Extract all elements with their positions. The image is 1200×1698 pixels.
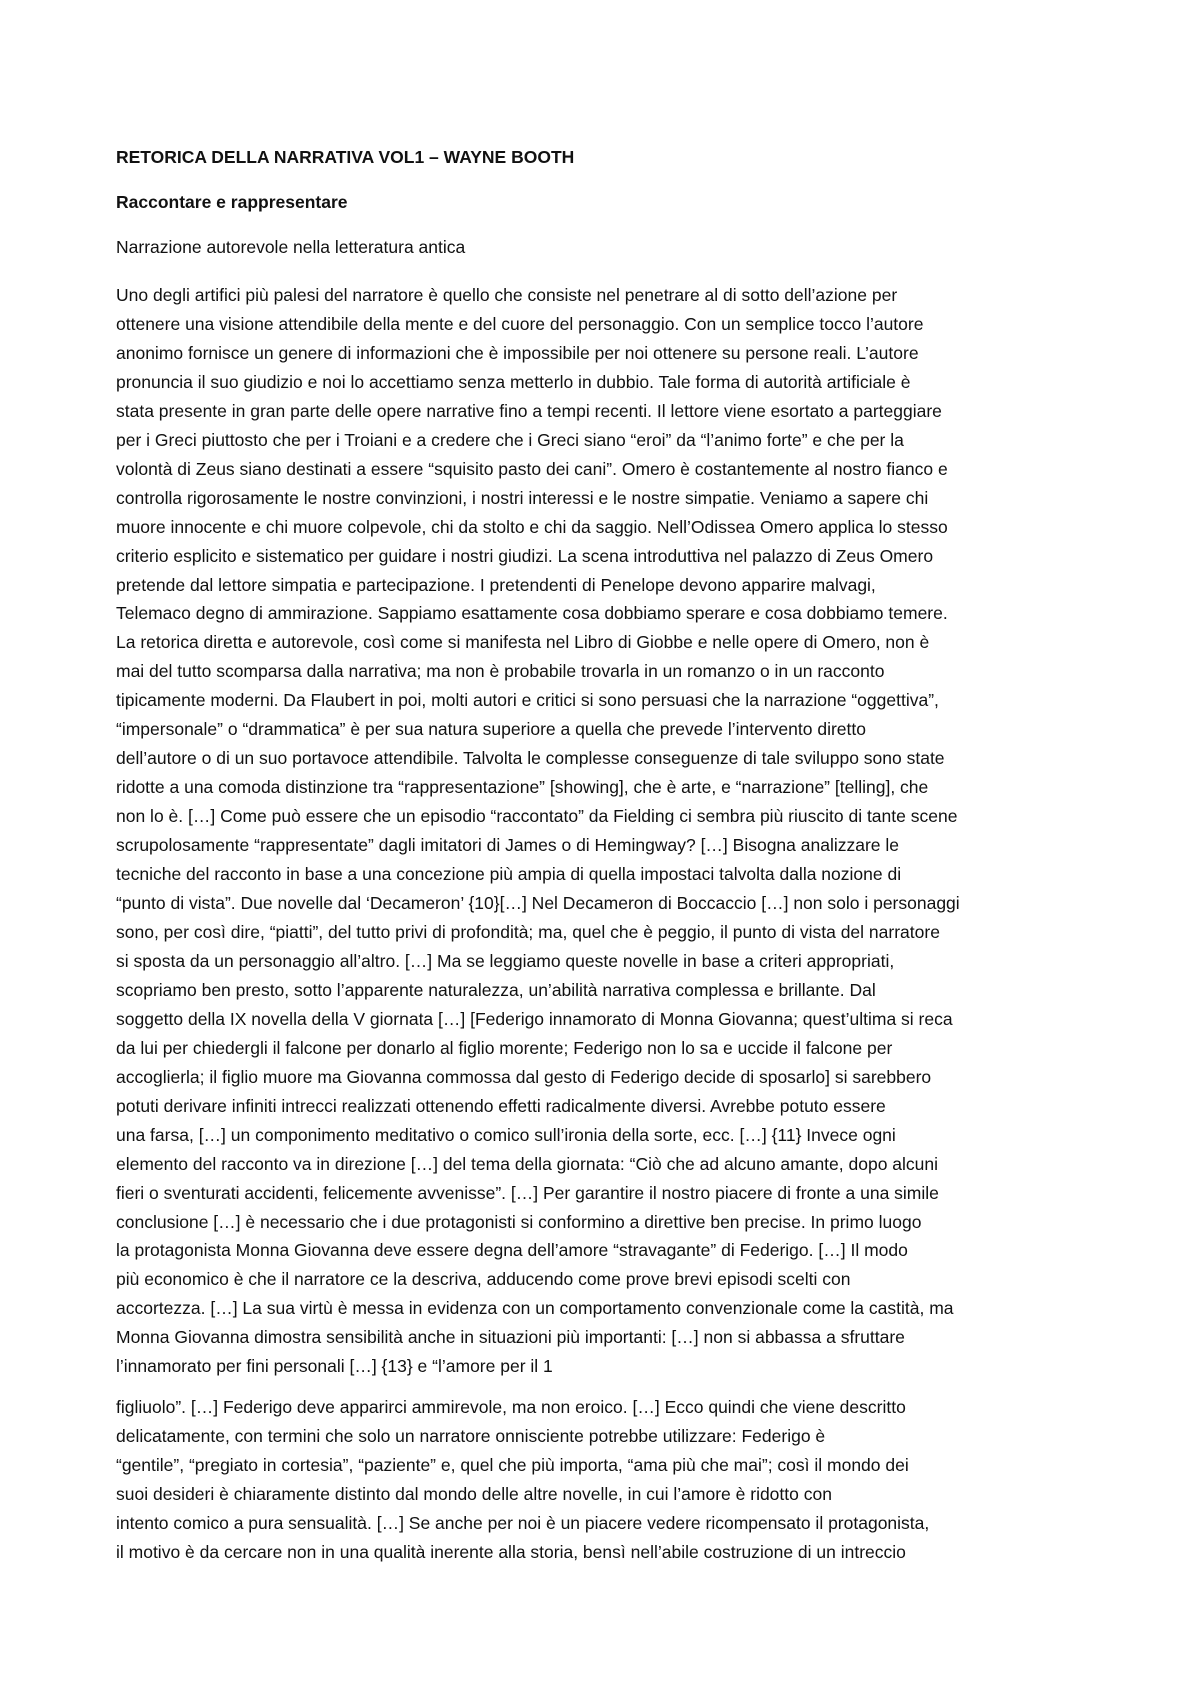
section-heading: Narrazione autorevole nella letteratura antica [116, 237, 466, 257]
document-subtitle: Raccontare e rappresentare [116, 192, 348, 212]
text-line: suoi desideri è chiaramente distinto dal mondo delle altre novelle, in cui l’amore è ridotto con [116, 1484, 832, 1505]
text-line: si sposta da un personaggio all’altro. […] Ma se leggiamo queste novelle in base a criteri appropriati, [116, 950, 895, 971]
text-line: Monna Giovanna dimostra sensibilità anche in situazioni più importanti: […] non si abbassa a sfruttare [116, 1327, 905, 1348]
text-line: il motivo è da cercare non in una qualità inerente alla storia, bensì nell’abile costruzione di un intreccio [116, 1541, 906, 1562]
text-line: non lo è. […] Come può essere che un episodio “raccontato” da Fielding ci sembra più riuscito di tante scene [116, 806, 958, 827]
text-line: conclusione […] è necessario che i due protagonisti si conformino a direttive ben precise. In primo luogo [116, 1211, 922, 1232]
text-line: dell’autore o di un suo portavoce attendibile. Talvolta le complesse conseguenze di tale sviluppo sono state [116, 748, 945, 769]
text-line: La retorica diretta e autorevole, così come si manifesta nel Libro di Giobbe e nelle opere di Omero, non è [116, 632, 930, 653]
text-line: intento comico a pura sensualità. […] Se anche per noi è un piacere vedere ricompensato il protagonista, [116, 1513, 930, 1534]
text-line: mai del tutto scomparsa dalla narrativa; ma non è probabile trovarla in un romanzo o in un racconto [116, 661, 885, 682]
text-line: ridotte a una comoda distinzione tra “rappresentazione” [showing], che è arte, e “narrazione” [telling], che [116, 777, 929, 798]
text-line: muore innocente e chi muore colpevole, chi da stolto e chi da saggio. Nell’Odissea Omero applica lo stesso [116, 516, 948, 537]
text-line: pretende dal lettore simpatia e partecipazione. I pretendenti di Penelope devono apparire malvagi, [116, 574, 876, 595]
text-line: sono, per così dire, “piatti”, del tutto privi di profondità; ma, quel che è peggio, il punto di vista del narratore [116, 921, 940, 942]
text-line: volontà di Zeus siano destinati a essere “squisito pasto dei cani”. Omero è costantemente al nostro fianco e [116, 458, 948, 479]
text-line: tipicamente moderni. Da Flaubert in poi, molti autori e critici si sono persuasi che la narrazione “oggettiva”, [116, 690, 939, 711]
text-line: controlla rigorosamente le nostre convinzioni, i nostri interessi e le nostre simpatie. Veniamo a sapere chi [116, 487, 929, 508]
paragraph-1 [116, 281, 1056, 1381]
text-line: criterio esplicito e sistematico per guidare i nostri giudizi. La scena introduttiva nel palazzo di Zeus Omero [116, 545, 934, 566]
text-line: fieri o sventurati accidenti, felicemente avvenisse”. […] Per garantire il nostro piacere di fronte a una simile [116, 1182, 939, 1203]
text-line: “impersonale” o “drammatica” è per sua natura superiore a quella che prevede l’intervento diretto [116, 719, 866, 740]
text-line: “gentile”, “pregiato in cortesia”, “paziente” e, quel che più importa, “ama più che mai”; così il mondo dei [116, 1455, 909, 1476]
document-title: RETORICA DELLA NARRATIVA VOL1 – WAYNE BOOTH [116, 147, 575, 167]
text-line: Uno degli artifici più palesi del narratore è quello che consiste nel penetrare al di sotto dell’azione per [116, 285, 898, 305]
text-line: l’innamorato per fini personali […] {13} e “l’amore per il 1 [116, 1356, 553, 1377]
text-line: potuti derivare infiniti intrecci realizzati ottenendo effetti radicalmente diversi. Avrebbe potuto essere [116, 1095, 886, 1116]
text-line: delicatamente, con termini che solo un narratore onnisciente potrebbe utilizzare: Federigo è [116, 1426, 826, 1447]
text-line: la protagonista Monna Giovanna deve essere degna dell’amore “stravagante” di Federigo. […] Il modo [116, 1240, 908, 1261]
text-line: figliuolo”. […] Federigo deve apparirci ammirevole, ma non eroico. […] Ecco quindi che viene descritto [116, 1397, 906, 1418]
document-page [116, 146, 1056, 1567]
text-line: più economico è che il narratore ce la descriva, adducendo come prove brevi episodi scelti con [116, 1269, 851, 1290]
paragraph-2 [116, 1393, 1056, 1567]
text-line: “punto di vista”. Due novelle dal ‘Decameron’ {10}[…] Nel Decameron di Boccaccio […] non solo i personaggi [116, 893, 960, 914]
text-line: pronuncia il suo giudizio e noi lo accettiamo senza metterlo in dubbio. Tale forma di autorità artificiale è [116, 371, 911, 392]
text-line: accoglierla; il figlio muore ma Giovanna commossa dal gesto di Federigo decide di sposarlo] si sarebbero [116, 1066, 932, 1087]
text-line: soggetto della IX novella della V giornata […] [Federigo innamorato di Monna Giovanna; quest’ultima si reca [116, 1008, 953, 1029]
text-line: accortezza. […] La sua virtù è messa in evidenza con un comportamento convenzionale come la castità, ma [116, 1298, 954, 1319]
text-line: ottenere una visione attendibile della mente e del cuore del personaggio. Con un semplice tocco l’autore [116, 313, 924, 334]
text-line: anonimo fornisce un genere di informazioni che è impossibile per noi ottenere su persone reali. L’autore [116, 342, 919, 363]
text-line: elemento del racconto va in direzione […] del tema della giornata: “Ciò che ad alcuno amante, dopo alcuni [116, 1153, 939, 1174]
text-line: stata presente in gran parte delle opere narrative fino a tempi recenti. Il lettore viene esortato a parteggiare [116, 400, 942, 421]
text-line: scopriamo ben presto, sotto l’apparente naturalezza, un’abilità narrativa complessa e brillante. Dal [116, 979, 876, 1000]
text-line: Telemaco degno di ammirazione. Sappiamo esattamente cosa dobbiamo sperare e cosa dobbiamo temere. [116, 603, 948, 624]
text-line: per i Greci piuttosto che per i Troiani e a credere che i Greci siano “eroi” da “l’animo forte” e che per la [116, 429, 904, 450]
text-line: scrupolosamente “rappresentate” dagli imitatori di James o di Hemingway? […] Bisogna analizzare le [116, 835, 900, 856]
text-line: una farsa, […] un componimento meditativo o comico sull’ironia della sorte, ecc. […] {11} Invece ogni [116, 1124, 896, 1145]
text-line: da lui per chiedergli il falcone per donarlo al figlio morente; Federigo non lo sa e uccide il falcone per [116, 1037, 893, 1058]
text-line: tecniche del racconto in base a una concezione più ampia di quella impostaci talvolta dalla nozione di [116, 864, 902, 885]
